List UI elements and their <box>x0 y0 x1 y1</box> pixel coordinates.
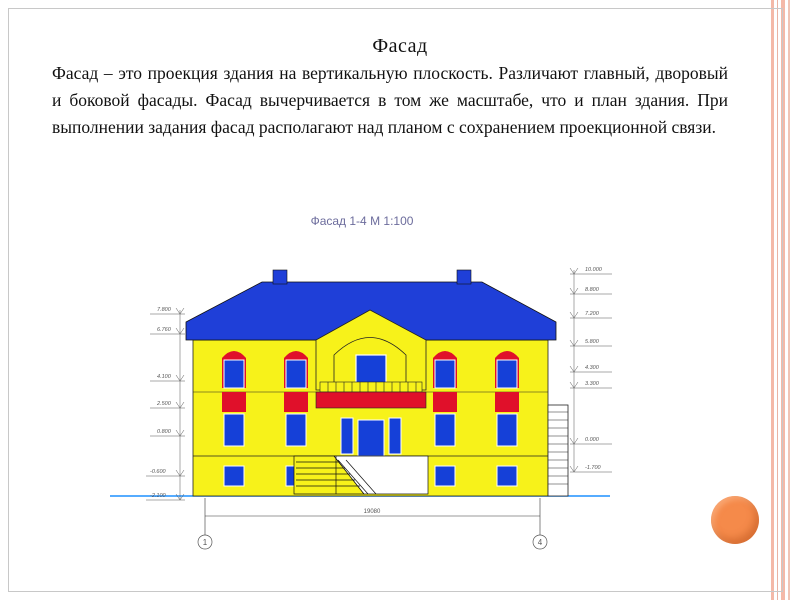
central-door <box>358 420 384 456</box>
drawing-caption: Фасад 1-4 М 1:100 <box>310 214 414 228</box>
entrance-stairs <box>294 456 428 494</box>
central-window-top <box>356 355 386 385</box>
level-right-0: 10.000 <box>585 267 602 273</box>
level-right-6: 0.000 <box>585 437 599 443</box>
annex-wall <box>548 405 568 496</box>
level-right-1: 8.800 <box>585 287 599 293</box>
central-window <box>341 418 353 454</box>
level-left-2: 4.100 <box>157 374 171 380</box>
level-right-7: -1.700 <box>585 465 601 471</box>
chimney <box>273 270 287 284</box>
slide-paragraph: Фасад – это проекция здания на вертикальную плоскость. Различают главный, дворовый и боковой фасады. Фасад вычерчивается в том же масштабе, что и план здания. При выполнении задания фасад располагают над планом с сохранением проекционной связи. <box>52 63 728 137</box>
central-window <box>389 418 401 454</box>
level-right-4: 4.300 <box>585 365 599 371</box>
level-left-4: 0.800 <box>157 429 171 435</box>
axis-label-4: 4 <box>537 538 543 547</box>
level-right-5: 3.300 <box>585 381 599 387</box>
window-column-3 <box>433 351 457 486</box>
decor-stripe <box>788 0 790 600</box>
facade-drawing <box>100 200 620 560</box>
level-left-3: 2.500 <box>157 401 171 407</box>
level-right-3: 5.800 <box>585 339 599 345</box>
chimney <box>457 270 471 284</box>
window-column-1 <box>222 351 246 486</box>
level-right-2: 7.200 <box>585 311 599 317</box>
level-left-1: 6.760 <box>157 327 171 333</box>
slide-title: Фасад <box>372 35 428 57</box>
dimension-label: 19080 <box>363 509 381 515</box>
decor-circle <box>711 496 759 544</box>
axis-label-1: 1 <box>202 538 208 547</box>
balcony-slab <box>316 392 426 408</box>
level-left-5: -0.600 <box>150 469 166 475</box>
level-left-6: -2.100 <box>150 493 166 499</box>
level-left-0: 7.800 <box>157 307 171 313</box>
balcony-rail <box>320 382 422 392</box>
window-column-4 <box>495 351 519 486</box>
